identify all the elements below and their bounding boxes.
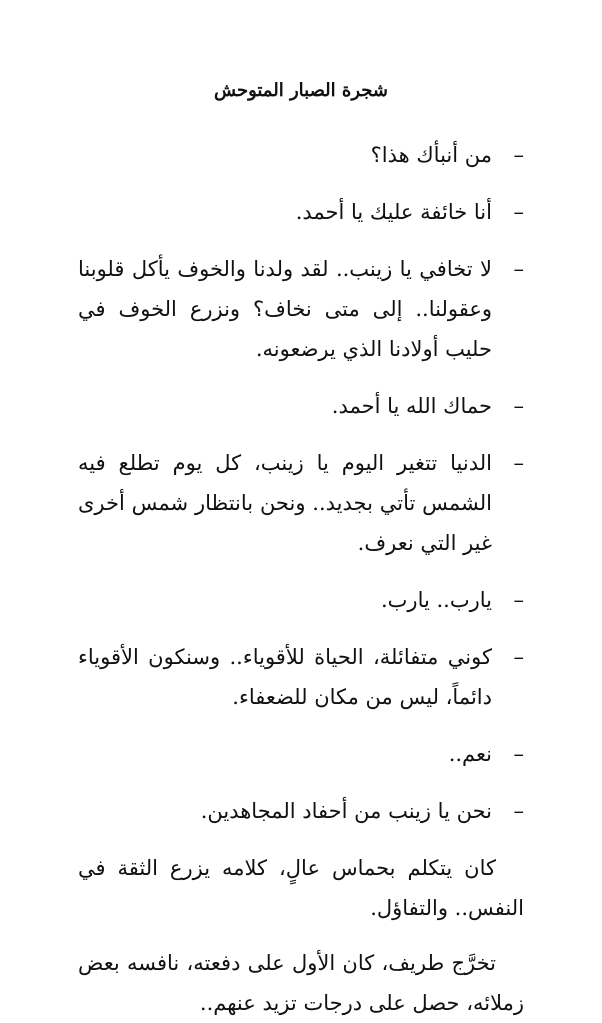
dialogue-line xyxy=(78,192,524,232)
dialogue-line xyxy=(78,791,524,831)
dialogue-dash: – xyxy=(513,799,524,824)
narrative-paragraph: كان يتكلم بحماس عالٍ، كلامه يزرع الثقة في النفس.. والتفاؤل. xyxy=(78,856,524,921)
dialogue-line xyxy=(78,135,524,175)
dialogue-line xyxy=(78,249,524,369)
dialogue-text: نعم.. xyxy=(448,742,492,767)
dialogue-dash: – xyxy=(513,394,524,419)
dialogue-line xyxy=(78,443,524,563)
dialogue-list xyxy=(78,135,524,831)
dialogue-line xyxy=(78,637,524,717)
dialogue-text: يارب.. يارب. xyxy=(380,588,492,613)
dialogue-dash: – xyxy=(513,143,524,168)
dialogue-line xyxy=(78,734,524,774)
dialogue-text: الدنيا تتغير اليوم يا زينب، كل يوم تطلع فيه الشمس تأتي بجديد.. ونحن بانتظار شمس أخرى غير التي نعرف. xyxy=(78,451,492,556)
dialogue-dash: – xyxy=(513,451,524,476)
dialogue-line xyxy=(78,580,524,620)
dialogue-text: حماك الله يا أحمد. xyxy=(331,394,492,419)
dialogue-text: لا تخافي يا زينب.. لقد ولدنا والخوف يأكل قلوبنا وعقولنا.. إلى متى نخاف؟ ونزرع الخوف في حليب أولادنا الذي يرضعونه. xyxy=(78,257,492,362)
dialogue-dash: – xyxy=(513,257,524,282)
dialogue-dash: – xyxy=(513,588,524,613)
dialogue-text: نحن يا زينب من أحفاد المجاهدين. xyxy=(200,799,492,824)
dialogue-dash: – xyxy=(513,742,524,767)
dialogue-dash: – xyxy=(513,200,524,225)
dialogue-line xyxy=(78,386,524,426)
dialogue-text: أنا خائفة عليك يا أحمد. xyxy=(295,200,492,225)
chapter-title: شجرة الصبار المتوحش xyxy=(214,80,388,101)
dialogue-text: من أنبأك هذا؟ xyxy=(370,143,492,168)
dialogue-text: كوني متفائلة، الحياة للأقوياء.. وسنكون الأقوياء دائماً، ليس من مكان للضعفاء. xyxy=(78,645,492,710)
narrative-paragraph: تخرَّج طريف، كان الأول على دفعته، نافسه بعض زملائه، حصل على درجات تزيد عنهم.. xyxy=(78,951,524,1016)
dialogue-dash: – xyxy=(513,645,524,670)
